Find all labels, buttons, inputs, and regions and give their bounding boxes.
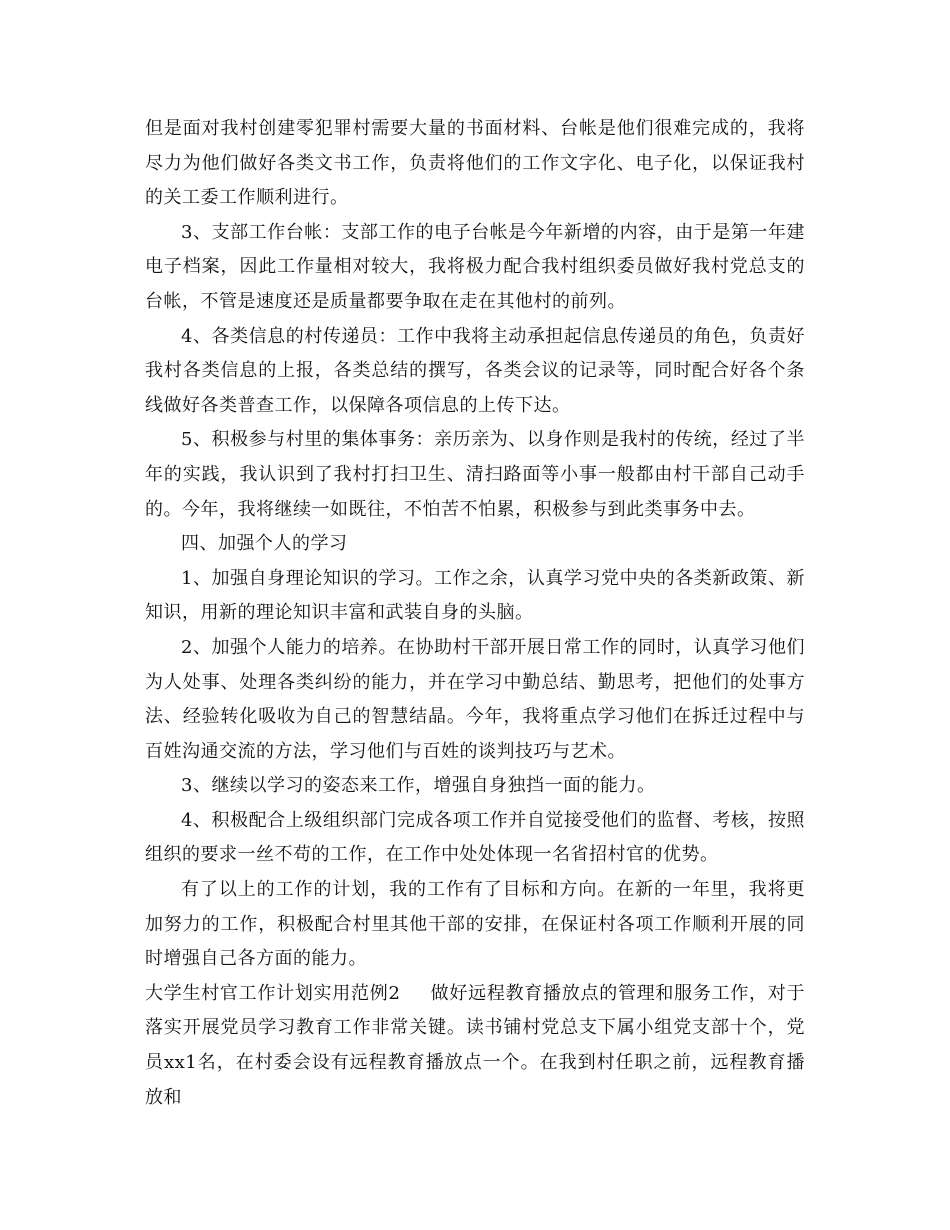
paragraph-item-3: 3、支部工作台帐：支部工作的电子台帐是今年新增的内容，由于是第一年建电子档案，因此工作量相对较大，我将极力配合我村组织委员做好我村党总支的台帐，不管是速度还是质量都要争取在走在其他村的前列。 — [145, 221, 805, 312]
paragraph-conclusion: 有了以上的工作的计划，我的工作有了目标和方向。在新的一年里，我将更加努力的工作，积极配合村里其他干部的安排，在保证村各项工作顺利开展的同时增强自己各方面的能力。 — [145, 879, 805, 970]
paragraph-item-5: 5、积极参与村里的集体事务：亲历亲为、以身作则是我村的传统，经过了半年的实践，我认识到了我村打扫卫生、清扫路面等小事一般都由村干部自己动手的。今年，我将继续一如既往，不怕苦不怕累，积极参与到此类事务中去。 — [145, 429, 805, 520]
paragraph-study-1: 1、加强自身理论知识的学习。工作之余，认真学习党中央的各类新政策、新知识，用新的理论知识丰富和武装自身的头脑。 — [145, 567, 805, 624]
section-heading-4: 四、加强个人的学习 — [181, 533, 348, 555]
paragraph-continued: 但是面对我村创建零犯罪村需要大量的书面材料、台帐是他们很难完成的，我将尽力为他们做好各类文书工作，负责将他们的工作文字化、电子化，以保证我村的关工委工作顺利进行。 — [145, 118, 805, 209]
example-paragraph — [145, 977, 805, 1115]
paragraph-study-3: 3、继续以学习的姿态来工作，增强自身独挡一面的能力。 — [181, 775, 656, 797]
paragraph-study-4: 4、积极配合上级组织部门完成各项工作并自觉接受他们的监督、考核，按照组织的要求一丝不苟的工作，在工作中处处体现一名省招村官的优势。 — [145, 809, 805, 866]
document-body — [145, 112, 805, 1115]
example-title: 大学生村官工作计划实用范例2 — [145, 982, 401, 1004]
paragraph-item-4: 4、各类信息的村传递员：工作中我将主动承担起信息传递员的角色，负责好我村各类信息的上报，各类总结的撰写，各类会议的记录等，同时配合好各个条线做好各类普查工作，以保障各项信息的上传下达。 — [145, 325, 805, 416]
example-text: 做好远程教育播放点的管理和服务工作，对于落实开展党员学习教育工作非常关键。读书铺村党总支下属小组党支部十个，党员xx1名，在村委会设有远程教育播放点一个。在我到村任职之前，远程教育播放和 — [145, 982, 806, 1108]
paragraph-study-2: 2、加强个人能力的培养。在协助村干部开展日常工作的同时，认真学习他们为人处事、处理各类纠纷的能力，并在学习中勤总结、勤思考，把他们的处事方法、经验转化吸收为自己的智慧结晶。今年，我将重点学习他们在拆迁过程中与百姓沟通交流的方法，学习他们与百姓的谈判技巧与艺术。 — [145, 636, 805, 762]
